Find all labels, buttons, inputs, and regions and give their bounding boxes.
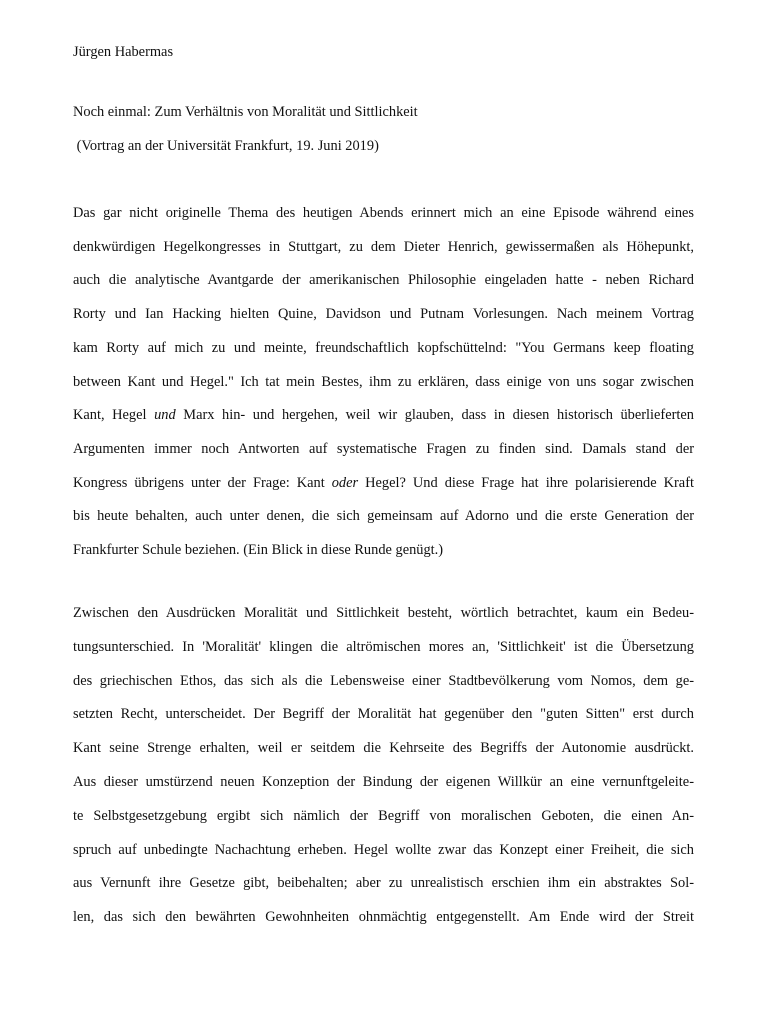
text-run: spruch auf unbedingte Nachachtung erheben. Hegel wollte zwar das Konzept einer Freiheit, die sich xyxy=(73,841,694,858)
paragraph-line xyxy=(73,305,694,323)
paragraph-line xyxy=(73,373,694,391)
text-run: between Kant und Hegel." Ich tat mein Bestes, ihm zu erklären, dass einige von uns sogar zwischen xyxy=(73,373,694,390)
paragraph-line xyxy=(73,739,694,757)
text-run: bis heute behalten, auch unter denen, die sich gemeinsam auf Adorno und die erste Generation der xyxy=(73,508,694,525)
paragraph-line xyxy=(73,638,694,656)
emphasized-text: oder xyxy=(331,474,359,491)
paragraph-line xyxy=(73,807,694,825)
text-run: auch die analytische Avantgarde der amerikanischen Philosophie eingeladen hatte - neben Richard xyxy=(73,272,694,289)
text-run: Rorty und Ian Hacking hielten Quine, Davidson und Putnam Vorlesungen. Nach meinem Vortrag xyxy=(73,306,694,323)
paragraph-line xyxy=(73,238,694,256)
text-run: Kant, Hegel xyxy=(73,407,155,424)
paragraph-line xyxy=(73,672,694,690)
text-run: Zwischen den Ausdrücken Moralität und Sittlichkeit besteht, wörtlich betrachtet, kaum ein Bedeu- xyxy=(73,605,694,621)
text-run: aus Vernunft ihre Gesetze gibt, beibehalten; aber zu unrealistisch erschien ihm ein abstraktes Sol- xyxy=(73,875,694,892)
paragraph-line xyxy=(73,541,694,559)
paragraph-line xyxy=(73,773,694,791)
paragraph-line xyxy=(73,474,694,492)
text-run: Argumenten immer noch Antworten auf systematische Fragen zu finden sind. Damals stand der xyxy=(73,440,694,457)
text-run: kam Rorty auf mich zu und meinte, freundschaftlich kopfschüttelnd: "You Germans keep floating xyxy=(73,339,694,356)
text-run: len, das sich den bewährten Gewohnheiten ohnmächtig entgegenstellt. Am Ende wird der Streit xyxy=(73,909,694,926)
text-run: Aus dieser umstürzend neuen Konzeption der Bindung der eigenen Willkür an eine vernunftgeleite- xyxy=(73,774,694,790)
author-name: Jürgen Habermas xyxy=(73,44,174,60)
emphasized-text: und xyxy=(154,407,176,424)
text-run: setzten Recht, unterscheidet. Der Begriff der Moralität hat gegenüber den "guten Sitten" erst durch xyxy=(73,706,694,723)
text-run: Kongress übrigens unter der Frage: Kant xyxy=(73,474,332,491)
text-run: denkwürdigen Hegelkongresses in Stuttgart, zu dem Dieter Henrich, gewissermaßen als Höhepunkt, xyxy=(73,238,694,255)
text-run: Marx hin- und hergehen, weil wir glauben, dass in diesen historisch überlieferten xyxy=(175,407,694,424)
text-run: Hegel? Und diese Frage hat ihre polarisierende Kraft xyxy=(358,474,694,491)
document-title: Noch einmal: Zum Verhältnis von Moralität und Sittlichkeit xyxy=(73,104,418,120)
paragraph-line xyxy=(73,204,694,222)
paragraph-line xyxy=(73,874,694,892)
text-run: Kant seine Strenge erhalten, weil er seitdem die Kehrseite des Begriffs der Autonomie ausdrückt. xyxy=(73,740,694,757)
document-subtitle: (Vortrag an der Universität Frankfurt, 19. Juni 2019) xyxy=(73,138,379,154)
text-run: Frankfurter Schule beziehen. (Ein Blick in diese Runde genügt.) xyxy=(73,542,444,558)
paragraph-line xyxy=(73,339,694,357)
paragraph-line xyxy=(73,841,694,859)
paragraph-line xyxy=(73,406,694,424)
paragraph-line xyxy=(73,507,694,525)
paragraph-line xyxy=(73,908,694,926)
paragraph-line xyxy=(73,604,694,622)
text-run: te Selbstgesetzgebung ergibt sich nämlich der Begriff von moralischen Geboten, die einen An- xyxy=(73,807,694,824)
paragraph-line xyxy=(73,271,694,289)
text-run: Das gar nicht originelle Thema des heutigen Abends erinnert mich an eine Episode während eines xyxy=(73,205,694,221)
text-run: des griechischen Ethos, das sich als die Lebensweise einer Stadtbevölkerung vom Nomos, dem ge- xyxy=(73,672,694,689)
text-run: tungsunterschied. In 'Moralität' klingen die altrömischen mores an, 'Sittlichkeit' ist die Übersetzung xyxy=(73,638,694,655)
paragraph-line xyxy=(73,440,694,458)
paragraph-line xyxy=(73,705,694,723)
